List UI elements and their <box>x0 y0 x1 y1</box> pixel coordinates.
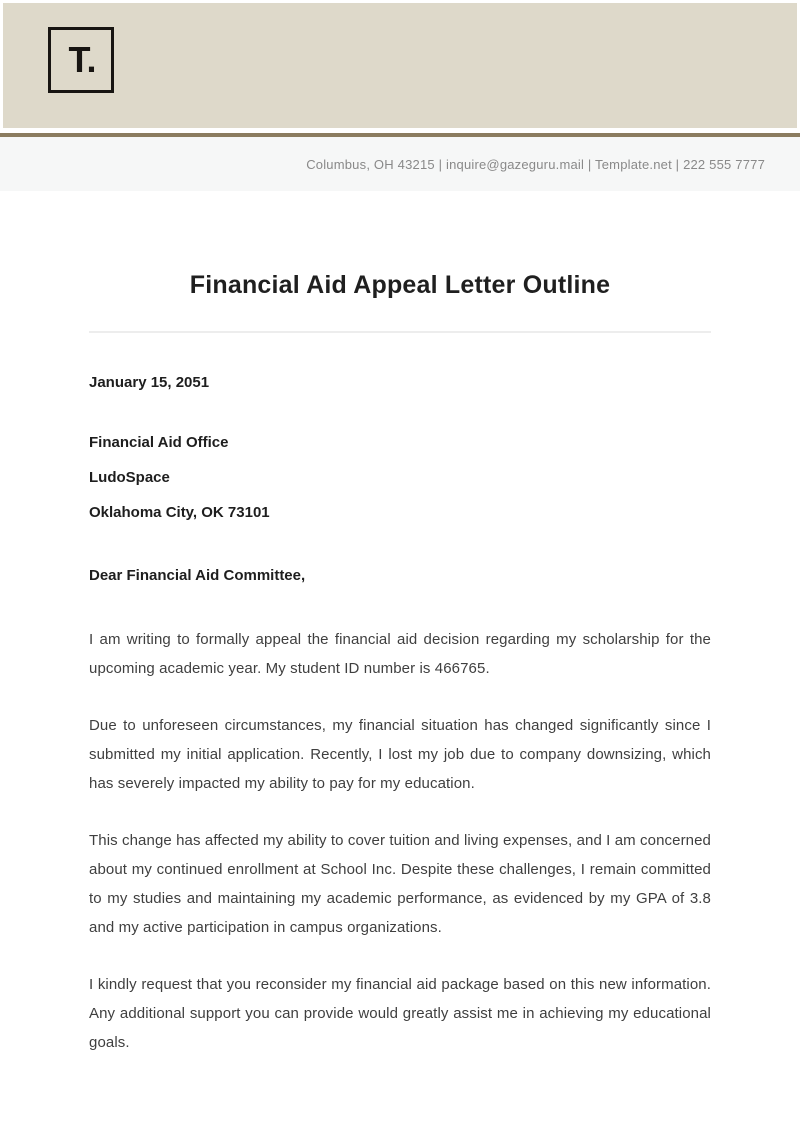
logo <box>48 27 114 93</box>
document-page <box>0 3 800 1132</box>
recipient-office: Financial Aid Office <box>89 434 229 451</box>
contact-info: Columbus, OH 43215 | inquire@gazeguru.mail | Template.net | 222 555 7777 <box>306 156 765 172</box>
recipient-organization: LudoSpace <box>89 469 170 486</box>
logo-text: T. <box>68 39 97 80</box>
recipient-address: Oklahoma City, OK 73101 <box>89 504 270 521</box>
letter-paragraphs <box>89 625 711 1057</box>
paragraph-request: I kindly request that you reconsider my financial aid package based on this new information. Any additional support you can provide would greatly assist me in achieving my educational goals. <box>89 976 711 1051</box>
brand-header <box>3 3 797 128</box>
paragraph-impact: This change has affected my ability to cover tuition and living expenses, and I am concerned about my continued enrollment at School Inc. Despite these challenges, I remain committed to my studies and maintaining my academic performance, as evidenced by my GPA of 3.8 and my active participation in campus organizations. <box>89 832 711 936</box>
letter-date: January 15, 2051 <box>89 374 210 391</box>
paragraph-appeal-intro: I am writing to formally appeal the financial aid decision regarding my scholarship for the upcoming academic year. My student ID number is 466765. <box>89 631 711 677</box>
letter-title: Financial Aid Appeal Letter Outline <box>189 271 611 299</box>
contact-bar <box>0 137 800 191</box>
paragraph-circumstances: Due to unforeseen circumstances, my financial situation has changed significantly since I submitted my initial application. Recently, I lost my job due to company downsizing, which has severely impacted my ability to pay for my education. <box>89 717 711 792</box>
letter-body <box>0 270 800 1057</box>
salutation: Dear Financial Aid Committee, <box>89 567 306 584</box>
title-divider <box>89 331 711 333</box>
recipient-block <box>89 433 711 522</box>
